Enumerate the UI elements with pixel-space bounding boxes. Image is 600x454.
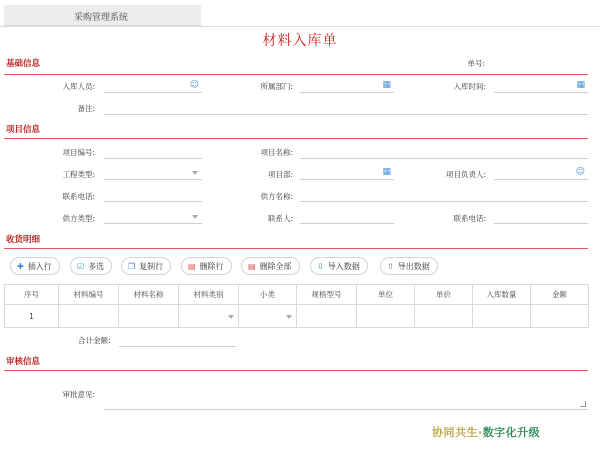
column-header: 小类 xyxy=(239,285,297,305)
project-phone-field[interactable] xyxy=(104,188,202,202)
time-label: 入库时间: xyxy=(453,82,486,91)
project-code-field[interactable] xyxy=(104,145,202,159)
org-icon[interactable]: ▦ xyxy=(382,80,391,90)
supplier-type-label: 供方类型: xyxy=(62,214,95,223)
dept-field[interactable] xyxy=(300,79,394,93)
import-data-button[interactable] xyxy=(310,257,368,275)
section-project-divider xyxy=(4,138,588,139)
insert-row-button[interactable] xyxy=(10,257,60,275)
project-name-label: 项目名称: xyxy=(260,148,293,157)
chevron-down-icon[interactable] xyxy=(192,171,198,175)
time-field[interactable] xyxy=(494,79,588,93)
total-amount-field xyxy=(119,333,236,347)
copy-row-button[interactable] xyxy=(121,257,171,275)
checkbox-icon: ☑ xyxy=(77,261,85,271)
supplier-type-select[interactable] xyxy=(104,210,202,224)
export-data-button[interactable] xyxy=(380,257,438,275)
user-icon[interactable]: ☺ xyxy=(189,80,199,90)
top-divider xyxy=(0,26,600,27)
doc-no-label: 单号: xyxy=(467,59,485,68)
copy-row-label: 复制行 xyxy=(139,261,164,271)
multi-select-button[interactable] xyxy=(70,257,112,275)
slogan xyxy=(432,424,540,440)
export-data-label: 导出数据 xyxy=(397,261,430,271)
section-basic-divider xyxy=(4,74,588,75)
spec-cell[interactable] xyxy=(297,305,357,328)
column-header: 序号 xyxy=(5,285,59,305)
app-tab[interactable] xyxy=(4,5,201,26)
column-header: 金额 xyxy=(531,285,589,305)
project-phone-label: 联系电话: xyxy=(62,192,95,201)
project-leader-label: 项目负责人: xyxy=(445,170,486,179)
supplier-name-field[interactable] xyxy=(300,188,588,202)
user-icon[interactable]: ☺ xyxy=(575,167,585,177)
section-receipt-divider xyxy=(4,248,588,249)
receiver-field[interactable] xyxy=(104,79,202,93)
delete-all-label: 删除全部 xyxy=(259,261,292,271)
resize-handle[interactable] xyxy=(580,401,586,407)
contact-label: 联系人: xyxy=(267,214,293,223)
section-review-title: 审核信息 xyxy=(6,357,41,367)
column-header: 入库数量 xyxy=(473,285,531,305)
column-header: 材料编号 xyxy=(59,285,119,305)
insert-row-label: 插入行 xyxy=(27,261,52,271)
import-icon: ⇩ xyxy=(317,261,324,271)
subcategory-cell[interactable] xyxy=(239,305,297,328)
trash-icon: ▤ xyxy=(188,261,196,271)
column-header: 材料名称 xyxy=(119,285,179,305)
chevron-down-icon[interactable] xyxy=(192,215,198,219)
contact-field[interactable] xyxy=(300,210,394,224)
chevron-down-icon[interactable] xyxy=(228,315,234,319)
row-number: 1 xyxy=(5,305,59,328)
material-name-cell[interactable] xyxy=(119,305,179,328)
section-review-divider xyxy=(4,370,588,371)
project-dept-field[interactable] xyxy=(300,166,394,180)
contact-phone-label: 联系电话: xyxy=(453,214,486,223)
slogan-dot: · xyxy=(478,426,483,439)
project-dept-label: 项目部: xyxy=(267,170,293,179)
total-amount-label: 合计金额: xyxy=(78,336,111,345)
dept-label: 所属部门: xyxy=(260,82,293,91)
chevron-down-icon[interactable] xyxy=(286,315,292,319)
section-project-title: 项目信息 xyxy=(6,125,41,135)
export-icon: ⇧ xyxy=(387,261,394,271)
receiver-label: 入库人员: xyxy=(62,82,95,91)
app-tab-label: 采购管理系统 xyxy=(74,13,129,23)
column-header: 单位 xyxy=(357,285,415,305)
org-icon[interactable]: ▦ xyxy=(382,167,391,177)
import-data-label: 导入数据 xyxy=(327,261,360,271)
column-header: 单价 xyxy=(415,285,473,305)
supplier-name-label: 供方名称: xyxy=(260,192,293,201)
unit-cell[interactable] xyxy=(357,305,415,328)
trash-icon: ▤ xyxy=(248,261,256,271)
delete-all-button[interactable] xyxy=(241,257,300,275)
doc-no-field[interactable] xyxy=(494,55,588,69)
page-title: 材料入库单 xyxy=(262,33,338,49)
slogan-part1: 协同共生 xyxy=(432,426,478,439)
table-row[interactable] xyxy=(5,305,589,328)
delete-row-button[interactable] xyxy=(181,257,232,275)
project-leader-field[interactable] xyxy=(494,166,588,180)
section-receipt-title: 收货明细 xyxy=(6,235,41,245)
remark-label: 备注: xyxy=(77,104,95,113)
slogan-part2: 数字化升级 xyxy=(482,426,541,439)
price-cell[interactable] xyxy=(415,305,473,328)
remark-field[interactable] xyxy=(104,101,588,115)
amount-cell[interactable] xyxy=(531,305,589,328)
project-name-field[interactable] xyxy=(300,145,588,159)
material-category-cell[interactable] xyxy=(179,305,239,328)
column-header: 材料类别 xyxy=(179,285,239,305)
project-type-select[interactable] xyxy=(104,166,202,180)
copy-icon: ❐ xyxy=(128,261,136,271)
multi-select-label: 多选 xyxy=(88,261,105,271)
delete-row-label: 删除行 xyxy=(199,261,224,271)
material-table xyxy=(4,284,589,328)
calendar-icon[interactable]: ▦ xyxy=(576,80,585,90)
material-code-cell[interactable] xyxy=(59,305,119,328)
section-basic-title: 基础信息 xyxy=(6,59,41,69)
quantity-cell[interactable] xyxy=(473,305,531,328)
table-header-row xyxy=(5,285,589,305)
opinion-label: 审批意见: xyxy=(62,390,95,399)
contact-phone-field[interactable] xyxy=(494,210,588,224)
opinion-textarea[interactable] xyxy=(104,386,588,410)
project-code-label: 项目编号: xyxy=(62,148,95,157)
column-header: 规格型号 xyxy=(297,285,357,305)
project-type-label: 工程类型: xyxy=(62,170,95,179)
plus-icon: ✚ xyxy=(17,261,24,271)
